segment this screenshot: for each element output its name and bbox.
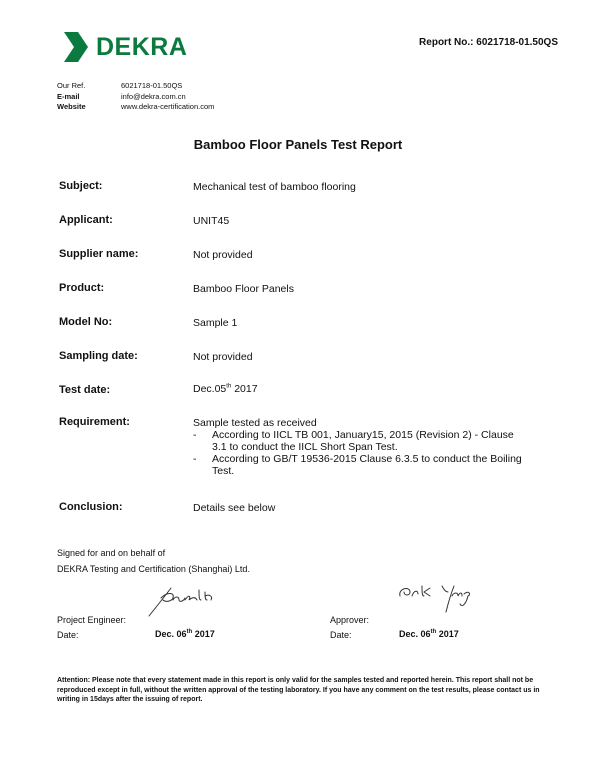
ref-row-website: [57, 102, 214, 113]
reference-block: [57, 81, 214, 113]
bullet-dash: -: [193, 453, 197, 465]
signed-for-line: Signed for and on behalf of: [57, 548, 166, 558]
requirement-block: [193, 417, 523, 477]
test-date-label: Test date:: [59, 384, 111, 396]
test-date-value: [193, 383, 258, 395]
product-label: Product:: [59, 282, 105, 294]
sampling-date-value: Not provided: [193, 351, 253, 363]
conclusion-value: Details see below: [193, 502, 276, 514]
conclusion-label: Conclusion:: [59, 501, 123, 513]
engineer-date-year: 2017: [192, 629, 215, 639]
approver-label: Approver:: [330, 615, 370, 625]
requirement-text: According to IICL TB 001, January15, 2015 (Revision 2) - Clause 3.1 to conduct the IICL Short Span Test.: [212, 429, 514, 453]
company-line: DEKRA Testing and Certification (Shanghai) Ltd.: [57, 564, 250, 574]
bullet-dash: -: [193, 429, 197, 441]
ref-key: E-mail: [57, 91, 80, 101]
supplier-value: Not provided: [193, 249, 253, 261]
ref-row-our-ref: [57, 81, 214, 92]
test-date-year: 2017: [231, 383, 258, 395]
approver-date-day: Dec. 06: [399, 629, 431, 639]
requirement-item: [193, 429, 523, 453]
ref-value: www.dekra-certification.com: [121, 102, 215, 111]
requirement-intro: Sample tested as received: [193, 417, 317, 429]
engineer-date-label: Date:: [57, 630, 79, 640]
ref-key: Our Ref.: [57, 81, 86, 90]
supplier-label: Supplier name:: [59, 248, 139, 260]
approver-date-year: 2017: [436, 629, 459, 639]
approver-date-label: Date:: [330, 630, 352, 640]
report-number: Report No.: 6021718-01.50QS: [419, 37, 558, 48]
dekra-logo-icon: [62, 30, 90, 64]
project-engineer-label: Project Engineer:: [57, 615, 127, 625]
ref-key: Website: [57, 102, 86, 111]
applicant-value: UNIT45: [193, 215, 230, 227]
engineer-signature: [145, 584, 225, 620]
ref-row-email: [57, 92, 214, 103]
engineer-date-day: Dec. 06: [155, 629, 187, 639]
requirement-label: Requirement:: [59, 416, 130, 428]
approver-signature: [396, 582, 476, 616]
model-label: Model No:: [59, 316, 113, 328]
sampling-date-label: Sampling date:: [59, 350, 138, 362]
dekra-logo: [62, 30, 187, 64]
ref-value: info@dekra.com.cn: [121, 91, 186, 101]
product-value: Bamboo Floor Panels: [193, 283, 294, 295]
approver-date-suffix: th: [430, 629, 437, 635]
approver-date-value: [399, 629, 459, 639]
test-date-suffix: th: [226, 383, 232, 390]
brand-name: DEKRA: [96, 32, 188, 61]
model-value: Sample 1: [193, 317, 238, 329]
test-date-day: Dec.05: [193, 383, 227, 395]
requirement-text: According to GB/T 19536-2015 Clause 6.3.5 to conduct the Boiling Test.: [212, 453, 522, 477]
attention-notice: Attention: Please note that every statement made in this report is only valid for the samples tested and reported herein. This report shall not be reproduced except in full, without the written approval of the testing laboratory. If you have any comment on the test results, please contact us in writing in 15days after the issuing of report.: [57, 677, 540, 703]
requirement-item: [193, 453, 523, 477]
subject-label: Subject:: [59, 180, 103, 192]
ref-value: 6021718-01.50QS: [121, 81, 183, 90]
engineer-date-suffix: th: [186, 629, 193, 635]
page-title: Bamboo Floor Panels Test Report: [193, 137, 403, 152]
subject-value: Mechanical test of bamboo flooring: [193, 181, 356, 193]
engineer-date-value: [155, 629, 215, 639]
applicant-label: Applicant:: [59, 214, 113, 226]
